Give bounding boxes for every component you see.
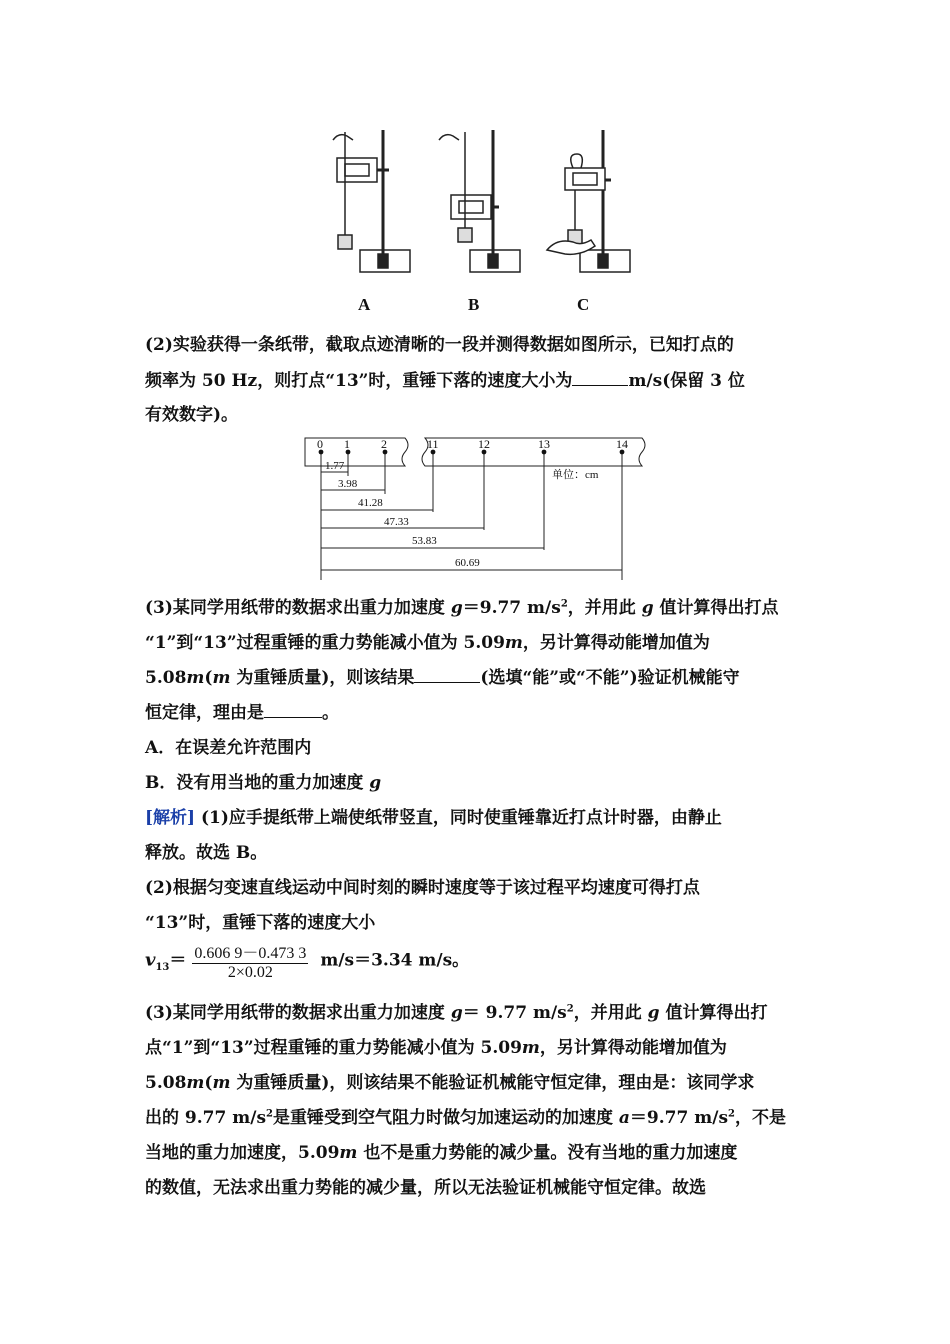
mark-1: 1 xyxy=(344,437,350,451)
analysis-p3-line5: 当地的重力加速度，5.09m 也不是重力势能的减少量。没有当地的重力加速度 xyxy=(145,1143,738,1163)
analysis-p1-line1: [解析] (1)应手提纸带上端使纸带竖直，同时使重锤靠近打点计时器，由静止 xyxy=(145,808,722,828)
dist-2: 3.98 xyxy=(338,478,358,490)
q2-line1: (2)实验获得一条纸带，截取点迹清晰的一段并测得数据如图所示，已知打点的 xyxy=(145,335,734,355)
paper-tape-figure xyxy=(300,432,650,582)
tape-unit: 单位：cm xyxy=(552,469,599,481)
tape-right-segment xyxy=(422,438,645,466)
q3-line2: “1”到“13”过程重锤的重力势能减小值为 5.09m，另计算得动能增加值为 xyxy=(145,633,710,653)
mark-14: 14 xyxy=(616,437,628,451)
option-b: B．没有用当地的重力加速度 g xyxy=(145,773,382,793)
analysis-p2-line2: “13”时，重锤下落的速度大小 xyxy=(145,913,376,933)
velocity-fraction: $\frac{0.606 9-0.473 3}{2\times 0.02}$ xyxy=(192,940,308,982)
dist-11: 41.28 xyxy=(358,497,383,509)
q3-line4: 恒定律，理由是 。 xyxy=(145,703,339,723)
analysis-tag: [解析] xyxy=(145,808,196,828)
mark-11: 11 xyxy=(427,437,439,451)
answer-blank-result xyxy=(414,668,480,683)
option-a: A．在误差允许范围内 xyxy=(145,738,312,758)
mark-2: 2 xyxy=(381,437,387,451)
analysis-p3-line4: 出的 9.77 $m/s^2$是重锤受到空气阻力时做匀加速运动的加速度 a＝9.77 $m/s^2$，不是 xyxy=(145,1108,786,1128)
label-a: A xyxy=(358,295,371,314)
label-b: B xyxy=(468,295,480,314)
mark-12: 12 xyxy=(478,437,490,451)
answer-blank-speed xyxy=(572,371,628,386)
dist-12: 47.33 xyxy=(384,516,409,528)
analysis-p3-line3: 5.08m(m 为重锤质量)，则该结果不能验证机械能守恒定律，理由是：该同学求 xyxy=(145,1073,755,1093)
apparatus-a xyxy=(333,130,410,272)
answer-blank-reason xyxy=(264,703,322,718)
apparatus-b xyxy=(439,130,520,272)
dist-14: 60.69 xyxy=(455,557,480,569)
velocity-equation: $v_{13}=$ $\frac{0.606 9-0.473 3}{2\times 0.02}$ m/s＝3.34 m/s。 xyxy=(145,940,469,982)
analysis-p3-line6: 的数值，无法求出重力势能的减少量，所以无法验证机械能守恒定律。故选 xyxy=(145,1178,706,1198)
analysis-p3-line2: 点“1”到“13”过程重锤的重力势能减小值为 5.09m，另计算得动能增加值为 xyxy=(145,1038,727,1058)
q3-line3: 5.08m(m 为重锤质量)，则该结果 (选填“能”或“不能”)验证机械能守 xyxy=(145,668,740,688)
q2-line3: 有效数字)。 xyxy=(145,405,239,425)
analysis-p2-line1: (2)根据匀变速直线运动中间时刻的瞬时速度等于该过程平均速度可得打点 xyxy=(145,878,700,898)
apparatus-c xyxy=(547,130,630,272)
dist-13: 53.83 xyxy=(412,535,437,547)
q3-line1: (3)某同学用纸带的数据求出重力加速度 g＝9.77 $m/s^2$，并用此 g 值计算得出打点 xyxy=(145,598,779,618)
apparatus-figure xyxy=(315,120,645,290)
dist-1: 1.77 xyxy=(325,460,345,472)
mark-13: 13 xyxy=(538,437,550,451)
label-c: C xyxy=(577,295,590,314)
mark-0: 0 xyxy=(317,437,323,451)
analysis-p3-line1: (3)某同学用纸带的数据求出重力加速度 g＝ 9.77 $m/s^2$，并用此 g 值计算得出打 xyxy=(145,1003,768,1023)
q2-line2: 频率为 50 Hz，则打点“13”时，重锤下落的速度大小为 m/s(保留 3 位 xyxy=(145,371,745,391)
analysis-p1-line2: 释放。故选 B。 xyxy=(145,843,268,863)
